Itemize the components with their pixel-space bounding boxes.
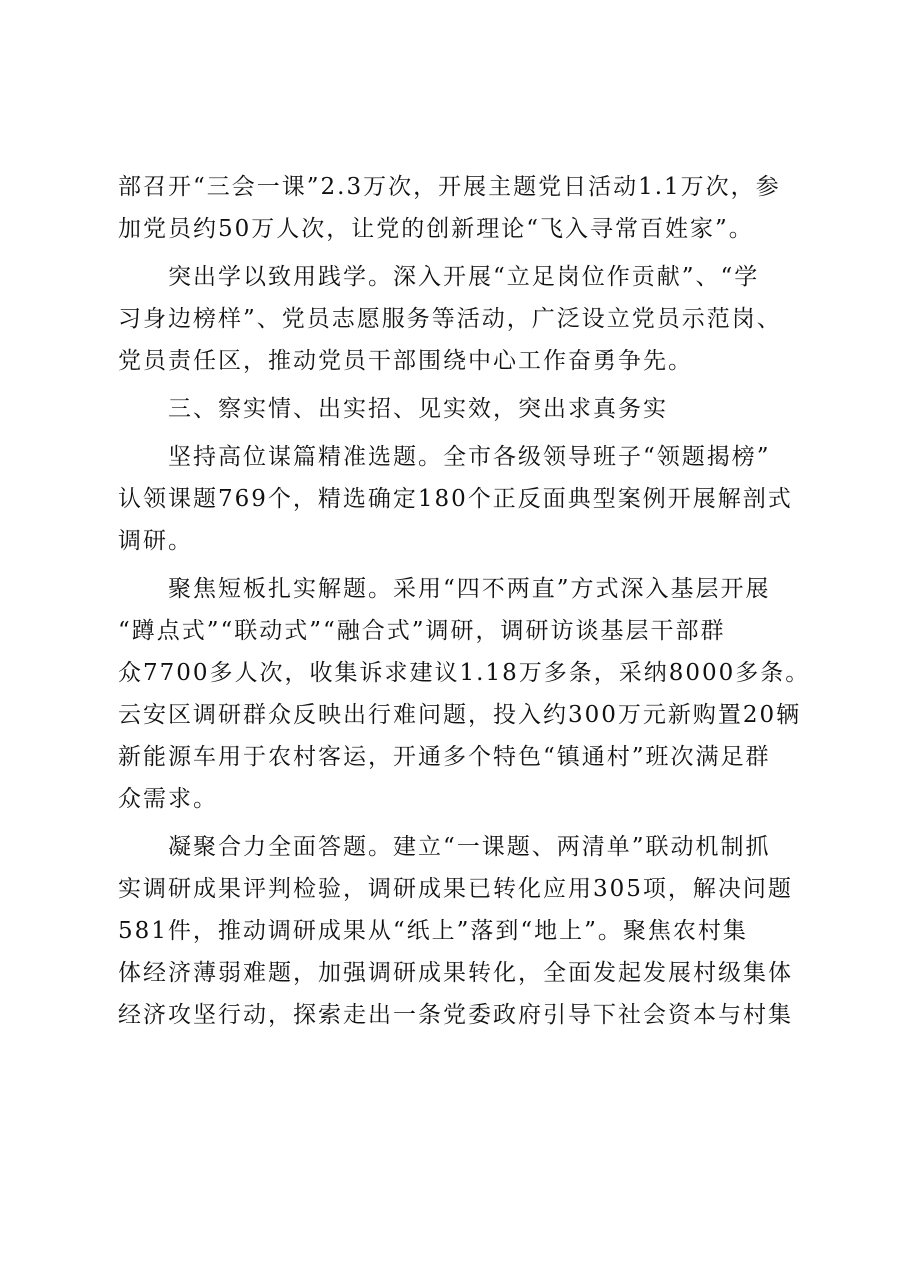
paragraph-5 xyxy=(118,826,798,1036)
text-line: 习身边榜样”、党员志愿服务等活动，广泛设立党员示范岗、 xyxy=(118,306,782,332)
text-line: 部召开“三会一课”2.3万次，开展主题党日活动1.1万次，参 xyxy=(118,174,781,200)
text-line: 坚持高位谋篇精准选题。全市各级领导班子“领题揭榜” xyxy=(168,444,771,470)
text-line: 体经济薄弱难题，加强调研成果转化，全面发起发展村级集体 xyxy=(118,960,793,986)
document-body xyxy=(118,166,811,1036)
paragraph-4 xyxy=(118,568,811,820)
text-line: 众需求。 xyxy=(118,786,218,812)
text-line: 认领课题769个，精选确定180个正反面典型案例开展解剖式 xyxy=(118,486,793,512)
text-line: 凝聚合力全面答题。建立“一课题、两清单”联动机制抓 xyxy=(168,834,771,860)
paragraph-2 xyxy=(118,256,798,382)
text-line: 调研。 xyxy=(118,528,193,554)
text-line: 聚焦短板扎实解题。采用“四不两直”方式深入基层开展 xyxy=(168,576,771,602)
text-line: 突出学以致用践学。深入开展“立足岗位作贡献”、“学 xyxy=(168,264,760,290)
text-line: 党员责任区，推动党员干部围绕中心工作奋勇争先。 xyxy=(118,348,693,374)
text-line: 实调研成果评判检验，调研成果已转化应用305项，解决问题 xyxy=(118,876,793,902)
text-line: 经济攻坚行动，探索走出一条党委政府引导下社会资本与村集 xyxy=(118,1002,793,1028)
text-line: “蹲点式”“联动式”“融合式”调研，调研访谈基层干部群 xyxy=(118,618,726,644)
text-line: 新能源车用于农村客运，开通多个特色“镇通村”班次满足群 xyxy=(118,744,771,770)
paragraph-1 xyxy=(118,166,798,250)
section-heading xyxy=(118,388,798,430)
paragraph-3 xyxy=(118,436,798,562)
heading-text: 三、察实情、出实招、见实效，突出求真务实 xyxy=(168,396,668,422)
text-line: 加党员约50万人次，让党的创新理论“飞入寻常百姓家”。 xyxy=(118,216,754,242)
text-line: 581件，推动调研成果从“纸上”落到“地上”。聚焦农村集 xyxy=(118,918,748,944)
text-line: 众7700多人次，收集诉求建议1.18万多条，采纳8000多条。 xyxy=(118,660,811,686)
text-line: 云安区调研群众反映出行难问题，投入约300万元新购置20辆 xyxy=(118,702,802,728)
